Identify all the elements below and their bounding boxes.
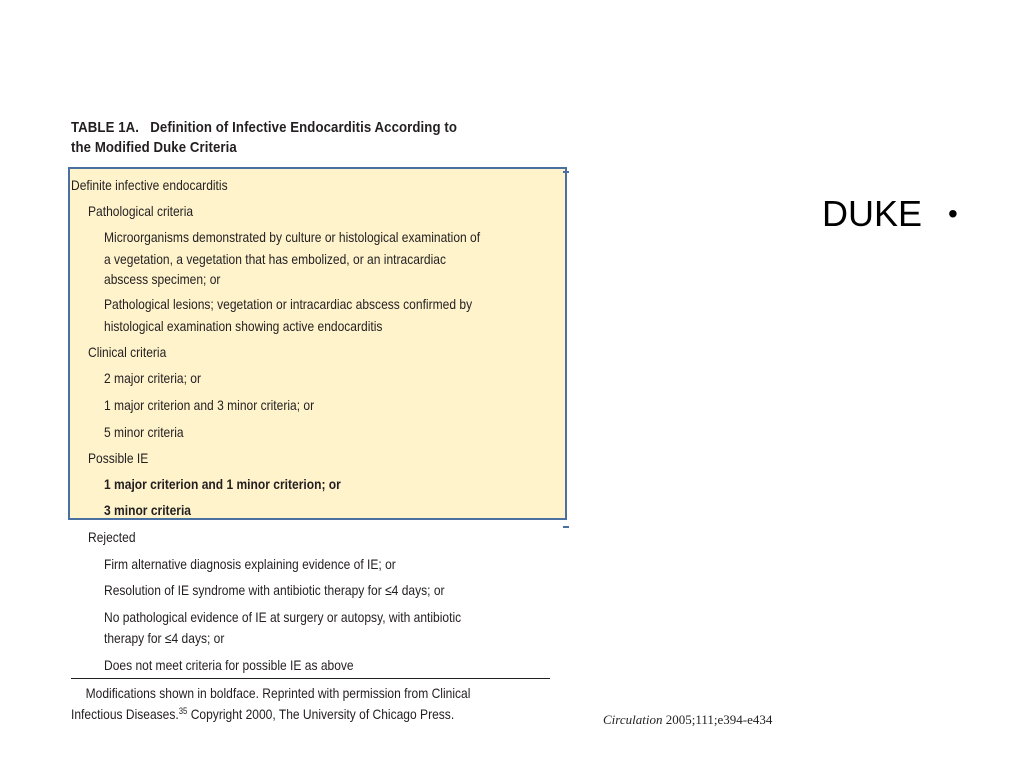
criteria-row-1-major-3-minor: 1 major criterion and 3 minor criteria; or bbox=[104, 397, 315, 413]
bullet-icon: • bbox=[948, 198, 958, 229]
criteria-row-1-major-1-minor: 1 major criterion and 1 minor criterion; or bbox=[104, 476, 341, 492]
criteria-row-3-minor: 3 minor criteria bbox=[104, 502, 191, 518]
slide-heading: DUKE bbox=[822, 193, 923, 234]
criteria-row-2-major: 2 major criteria; or bbox=[104, 370, 202, 386]
criteria-row-firm-alternative: Firm alternative diagnosis explaining evidence of IE; or bbox=[104, 556, 396, 572]
criteria-row-no-pathological-cont: therapy for ≤4 days; or bbox=[104, 630, 225, 646]
footnote-reference: 35 bbox=[178, 706, 188, 716]
footnote-source: Infectious Diseases. bbox=[71, 706, 179, 722]
footnote-line-2 bbox=[71, 704, 549, 725]
table-footnote bbox=[71, 683, 549, 725]
highlight-box-corner-bottom bbox=[563, 526, 569, 528]
table-title-line-2: the Modified Duke Criteria bbox=[71, 139, 237, 156]
citation-details: 2005;111;e394-e434 bbox=[662, 712, 773, 727]
criteria-row-pathological-lesions: Pathological lesions; vegetation or intracardiac abscess confirmed by bbox=[104, 296, 473, 312]
table-title-line-1: TABLE 1A. Definition of Infective Endocarditis According to bbox=[71, 119, 457, 136]
criteria-row-pathological: Pathological criteria bbox=[88, 203, 194, 219]
criteria-row-clinical: Clinical criteria bbox=[88, 344, 167, 360]
criteria-row-possible-ie: Possible IE bbox=[88, 450, 149, 466]
criteria-row-pathological-lesions-cont: histological examination showing active endocarditis bbox=[104, 318, 383, 334]
highlight-box-corner-top bbox=[563, 171, 569, 173]
criteria-row-5-minor: 5 minor criteria bbox=[104, 424, 184, 440]
criteria-row-microorganisms-end: abscess specimen; or bbox=[104, 271, 221, 287]
criteria-row-rejected: Rejected bbox=[88, 529, 136, 545]
footnote-line-1: Modifications shown in boldface. Reprinted with permission from Clinical bbox=[85, 685, 471, 701]
table-title bbox=[71, 118, 493, 158]
criteria-row-no-pathological: No pathological evidence of IE at surgery or autopsy, with antibiotic bbox=[104, 609, 462, 625]
criteria-row-microorganisms: Microorganisms demonstrated by culture or histological examination of bbox=[104, 229, 481, 245]
criteria-row-definite-ie: Definite infective endocarditis bbox=[71, 177, 228, 193]
criteria-row-microorganisms-cont: a vegetation, a vegetation that has embolized, or an intracardiac bbox=[104, 251, 447, 267]
criteria-row-resolution: Resolution of IE syndrome with antibiotic therapy for ≤4 days; or bbox=[104, 582, 445, 598]
citation-journal: Circulation bbox=[603, 712, 663, 727]
citation bbox=[603, 711, 772, 729]
footnote-copyright: Copyright 2000, The University of Chicago Press. bbox=[187, 706, 455, 722]
criteria-row-does-not-meet: Does not meet criteria for possible IE as above bbox=[104, 657, 354, 673]
table-bottom-rule bbox=[71, 678, 550, 679]
